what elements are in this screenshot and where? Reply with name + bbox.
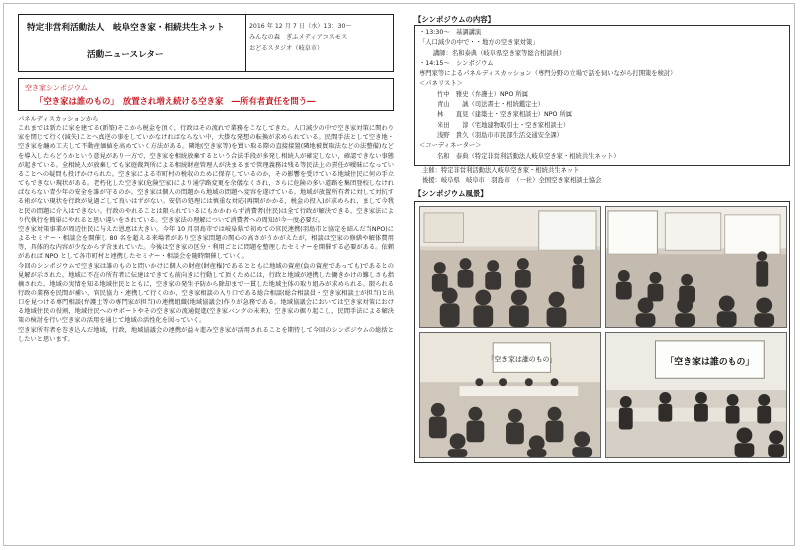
panelist-2: 青山 誠（司法書士・相続鑑定士） [437,101,545,109]
left-column [18,14,394,344]
program-section-title: 【シンポジウムの内容】 [414,15,496,24]
article-paragraph-3: 今回のシンポジウムで空き家は誰のものと問いかけに個人の財産(財産権)であるとともに地域の資産(負の資産であっても)であるとの見解が示された。地域に不在の所有者に伝達はできても前向きに行動して頂くためには，行政と地域が連携した働きかけの難しさも指摘された。地域の実情を知る地域住民とともに，空き家の発生予防から除却まで一貫した地域主体の取り組みが求められる。限られる行政の業務を民間が補い，官民協力・連携して行くのか，空き家相談の入り口である総合相談(総合相談員・空き家相談士が担当)と出口を見つける専門相談(弁護士等の専門家が担当)の連携組織(地域協議会)作りが急務である。地域協議会においては空き家対策における地域住民の役割，地域住民へのサポートやその空き家の流通促進(空き家バンクの未来)，空き家の掘り起こし，民間手法による解決策の検討を行い空き家の活用を通じて地域の活性化を図っていく。 [18,262,394,325]
coordinator: 名和 泰典（特定非営利活動法人岐阜空き家・相続共生ネット） [437,152,620,160]
banner-headline: 「空き家は誰のもの」 放置され増え続ける空き家 ―所有者責任を問う― [35,96,316,106]
right-column [414,14,790,463]
organization-name: 特定非営利活動法人 岐阜空き家・相続共生ネット [27,23,225,33]
article-paragraph-1: これまでは新たに家を建てる(新築)そこから税金を頂く，行政はその流れで業務をこなしてきた。人口減少の中で空き家対策に関わり家を閉じて行く(減失)ことへ真逆の事をしていかなければならない中，大掛な発想の転換が求められている。民間手法として空き地・空き家を纏め工夫して不動産価値を高めていく方法がある。隣地(空き家等)を買い取る際の直接接置(隣地被買取法などの法整備)などを導入したらどうかという意見があり一方で，空き家を相続放棄するという合法手段が多発し相続人が確定しない，確認できない事態が起きている。全相続人が放棄しても家庭裁判所による相続財産管理人が決まるまで管理義務は残る等民法上の責任が曖昧になっていることへの疑問も投げかけられた。空き家による市町村の税収のために保存しているのか，その影響を受けている地域住民に何の手立てもできない現状がある。老朽化した空き家(危険空家)により通学路変更を余儀なくされ，さらに危険の多い道路を集団登校しなければならない青少年の安全を誰が守るのか。空き家は個人の問題から地域の問題へ変容を遂げている。地域が放置所有者に対して対抗する術がない現状を行政が見過ごして良いはずがない。安倍の処理には慎重な対応(再開がかかる，税金の投入)が求められ，まして今我と民の問題に介入はできない。行政のやれることは限られているにもかかわらず消費者(住民)は全て行政が解決できる，空き家法により代執行を簡単にやれると思い違いをされている。空き家法の理解について消費者への周知が今一度必要だ。 [18,125,394,224]
program-keynote-time: ・13:30～ 基調講演 [419,29,482,36]
banner-subtitle: 空き家シンポジウム [25,84,88,92]
article-paragraph-4: 空き家所有者を巻き込んだ地域，行政，地域協議会の連携が益々進み空き家が活用されることを期待して今回のシンポジウムの総括としたいと思います。 [18,326,394,343]
program-box [414,25,790,166]
symposium-photo-2 [605,206,787,328]
symposium-photo-3 [419,332,601,458]
program-panel-description: 専門家等によるパネルディスカッション（専門分野の立場で話を伺いながら打開策を検討） [419,70,677,78]
photo-banner-text-4: 「空き家は誰のもの」 [665,357,755,368]
organizer: 主催：特定非営利活動法人岐阜空き家・相続共生ネット [422,166,580,174]
event-date: 2016 年 12 月 7 日（水）13：30～ [249,23,352,30]
symposium-photo-4 [605,332,787,458]
event-venue-1: みんなの森 ぎふメディアコスモス [249,34,348,41]
newsletter-header [18,14,394,72]
symposium-photo-1 [419,206,601,328]
panelist-1: 竹中 雅史（弁護士）NPO 所属 [437,90,529,98]
program-keynote-title: 「人口減少の中で・・地方の空き家対策」 [419,39,539,47]
header-title-box [19,15,246,71]
article-paragraph-2: 空き家対策事業が周辺住民に与えた恩恵は大きい。今年 10 月羽島市では岐阜県で初めての官民連携(羽島市と協定を結んだ当NPO)によるセミナー・相談会を開催し 80 名を超える来場者があり空き家問題の関心の高さがうかがえたが，相談は空家の修繕や解体費用等，具体的な内容が少なからず含まれていた。今後は空き家の区分・利用ごとに問題を整理したセミナーを開催する必要がある。依頼があれば NPO として各市町村と連携したセミナー・相談会を随時開催していく。 [18,225,394,261]
photo-grid [414,201,790,463]
newsletter-title: 活動ニュースレター [87,50,164,60]
symposium-banner [18,78,394,111]
panelists-heading: ＜パネリスト＞ [419,80,463,88]
event-info [249,21,352,54]
article-heading: パネルディスカッションから [18,116,99,123]
event-venue-2: おどるスタジオ（岐阜市） [249,45,324,52]
coordinator-heading: ＜コーディネーター＞ [419,142,482,150]
photo-banner-text-3: 「空き家は誰のもの」 [487,356,557,364]
panelist-3: 林 直見（建築士・空き家相談士）NPO 所属 [437,111,573,119]
photos-section-title: 【シンポジウム風景】 [414,189,488,199]
newsletter-page [3,3,795,546]
panelist-4: 米田 淳（宅地建物取引士・空き家相談士） [437,121,570,129]
program-symposium-time: ・14:15～ シンポジウム [419,59,494,67]
article-body [18,115,394,344]
program-keynote-speaker: 講師：名和泰典（岐阜県空き家等総合相談員） [433,49,566,57]
supporters: 後援：岐阜県 岐阜市 羽島市 （一社）全国空き家相談士協会 [422,177,602,185]
panelist-5: 浅野 貴久（羽島市市民部生活交通安全課） [437,131,563,139]
